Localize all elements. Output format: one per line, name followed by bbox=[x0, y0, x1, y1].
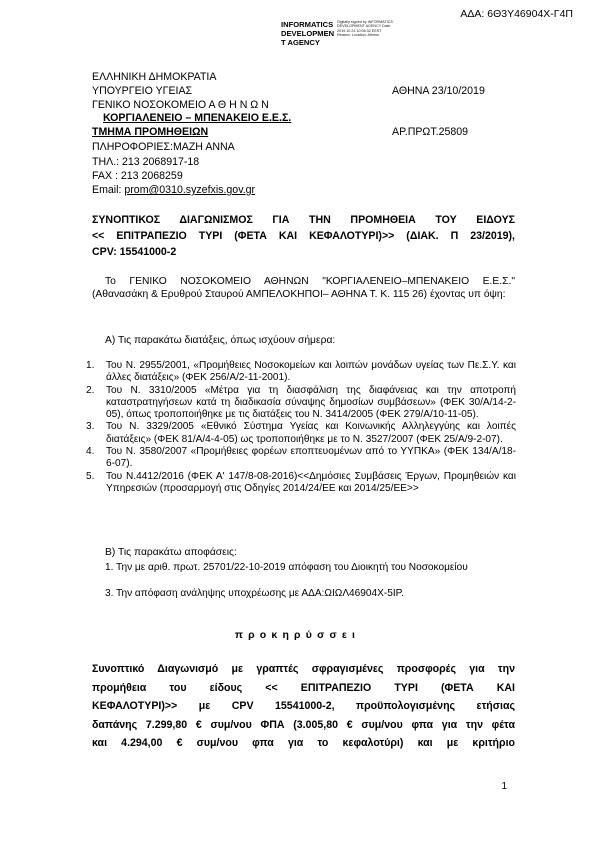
signature-details: Digitally signed by INFORMATICS DEVELOPMENT AGENCY Date: 2019.10.23 10:06:32 EEST Reason: Location: Athens bbox=[337, 20, 393, 37]
list-item: 3. Του Ν. 3329/2005 «Εθνικό Σύστημα Υγείας και Κοινωνικής Αλληλεγγύης και λοιπές διατάξεις» (ΦΕΚ 81/Α/4-4-05) ως τροποποιήθηκε με το Ν. 3527/2007 (ΦΕΚ 25/Α/9-2-07). bbox=[86, 421, 516, 445]
header-protocol: ΑΡ.ΠΡΩΤ.25809 bbox=[392, 126, 469, 138]
header-date: ΑΘΗΝΑ 23/10/2019 bbox=[392, 85, 485, 97]
header-phone: ΤΗΛ.: 213 2068917-18 bbox=[92, 156, 200, 168]
ada-code: ΑΔΑ: 6Θ3Υ46904Χ-Γ4Π bbox=[460, 8, 573, 20]
list-item: 1. Του Ν. 2955/2001, «Προμήθειες Νοσοκομείων και λοιπών μονάδων υγείας των Πε.Σ.Υ. και άλλες διατάξεις» (ΦΕΚ 256/Α/2-11-2001). bbox=[86, 360, 516, 384]
header-department: ΤΜΗΜΑ ΠΡΟΜΗΘΕΙΩΝ bbox=[92, 126, 209, 138]
section-b-heading: Β) Τις παρακάτω αποφάσεις: bbox=[105, 547, 237, 558]
intro-paragraph: Το ΓΕΝΙΚΟ ΝΟΣΟΚΟΜΕΙΟ ΑΘΗΝΩΝ "ΚΟΡΓΙΑΛΕΝΕΙΟ–ΜΠΕΝΑΚΕΙΟ Ε.Ε.Σ." (Αθανασάκη & Ερυθρού Σταυρού ΑΜΠΕΛΟΚΗΠΟΙ– ΑΘΗΝΑ Τ. Κ. 115 26) έχοντας υπ όψη: bbox=[92, 276, 515, 300]
proclaim-heading: προκηρύσσει bbox=[234, 629, 361, 641]
logo-text: INFORMATICS DEVELOPMEN T AGENCY bbox=[281, 20, 335, 47]
header-fax: FAX : 213 2068259 bbox=[92, 170, 183, 182]
header-hospital: ΓΕΝΙΚΟ ΝΟΣΟΚΟΜΕΙΟ Α Θ Η Ν Ω Ν bbox=[92, 99, 269, 111]
header-republic: ΕΛΛΗΝΙΚΗ ΔΗΜΟΚΡΑΤΙΑ bbox=[92, 71, 217, 83]
laws-list bbox=[86, 360, 516, 495]
section-a-heading: Α) Τις παρακάτω διατάξεις, όπως ισχύουν σήμερα: bbox=[105, 335, 336, 346]
list-item: 2. Του Ν. 3310/2005 «Μέτρα για τη διασφάλιση της διαφάνειας και την αποτροπή καταστρατηγήσεων κατά τη διαδικασία σύναψης δημοσίων συμβάσεων» (ΦΕΚ 30/Α/14-2-05), όπως τροποποιήθηκε με τις διατάξεις του Ν. 3414/2005 (ΦΕΚ 279/Α/10-11-05). bbox=[86, 384, 516, 421]
header-email: Email: prom@0310.syzefxis.gov.gr bbox=[92, 184, 256, 196]
email-link[interactable]: prom@0310.syzefxis.gov.gr bbox=[124, 184, 256, 196]
header-ministry: ΥΠΟΥΡΓΕΙΟ ΥΓΕΙΑΣ bbox=[92, 85, 193, 97]
list-item: 5. Του Ν.4412/2016 (ΦΕΚ Α' 147/8-08-2016)<<Δημόσιες Συμβάσεις Έργων, Προμηθειών και Υπηρεσιών (προσαρμογή στις Οδηγίες 2014/24/ΕΕ και 2014/25/ΕΕ>> bbox=[86, 470, 516, 494]
header-info: ΠΛΗΡΟΦΟΡΙΕΣ:ΜΑΖΗ ΑΝΝΑ bbox=[92, 141, 235, 153]
decision-item: 1. Την με αριθ. πρωτ. 25701/22-10-2019 απόφαση του Διοικητή του Νοσοκομείου bbox=[105, 562, 468, 573]
page-number: 1 bbox=[501, 781, 507, 792]
header-hospital-name: ΚΟΡΓΙΑΛΕΝΕΙΟ – ΜΠΕΝΑΚΕΙΟ Ε.Ε.Σ. bbox=[103, 112, 292, 124]
document-title: ΣΥΝΟΠΤΙΚΟΣ ΔΙΑΓΩΝΙΣΜΟΣ ΓΙΑ ΤΗΝ ΠΡΟΜΗΘΕΙΑ ΤΟΥ ΕΙΔΟΥΣ << ΕΠΙΤΡΑΠΕΖΙΟ ΤΥΡΙ (ΦΕΤΑ ΚΑΙ ΚΕΦΑΛΟΤΥΡΙ)>> (ΔΙΑΚ. Π 23/2019), CPV: 15541000-2 bbox=[92, 214, 515, 258]
list-item: 4. Του Ν. 3580/2007 «Προμήθειες φορέων εποπτευομένων από το ΥΥΠΚΑ» (ΦΕΚ 134/Α/18-6-07). bbox=[86, 446, 516, 470]
tender-paragraph: Συνοπτικό Διαγωνισμό με γραπτές σφραγισμένες προσφορές για την προμήθεια του είδους << ΕΠΙΤΡΑΠΕΖΙΟ ΤΥΡΙ (ΦΕΤΑ ΚΑΙ ΚΕΦΑΛΟΤΥΡΙ)>> με CPV 15541000-2, προϋπολογισμένης ετήσιας δαπάνης 7.299,80 € συμ/νου ΦΠΑ (3.005,80 € συμ/νου φπα για την φέτα και 4.294,00 € συμ/νου φπα για το κεφαλοτύρι) και με κριτήριο bbox=[92, 663, 515, 750]
decision-item: 3. Την απόφαση ανάληψης υποχρέωσης με ΑΔΑ:ΩΙΩΛ46904Χ-5ΙΡ. bbox=[105, 588, 404, 599]
digital-signature-logo bbox=[281, 20, 391, 50]
